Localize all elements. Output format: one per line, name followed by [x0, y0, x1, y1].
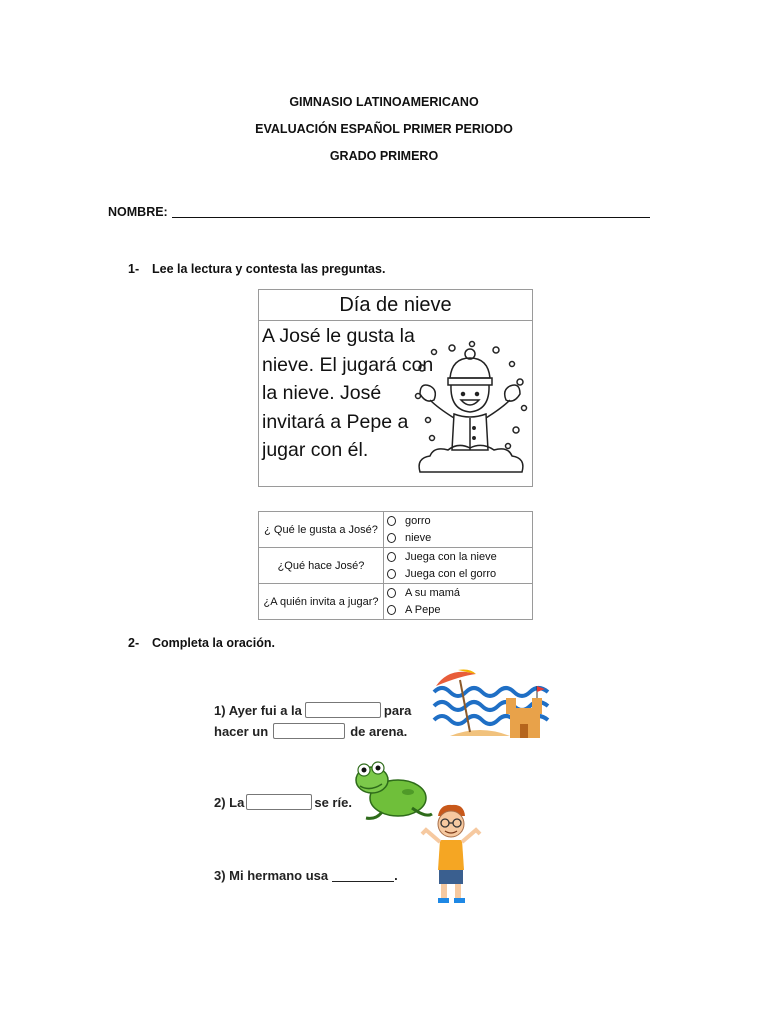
sentence-text: 1) Ayer fui a la — [214, 703, 302, 718]
beach-sandcastle-illustration — [430, 666, 552, 742]
option[interactable] — [387, 602, 532, 619]
reading-line: la nieve. José — [262, 382, 382, 404]
sentence-3 — [214, 868, 398, 883]
grade-title: GRADO PRIMERO — [329, 149, 439, 163]
option-label: A Pepe — [405, 603, 441, 616]
answer-blank[interactable] — [246, 794, 312, 810]
option[interactable] — [387, 566, 532, 583]
sentence-text: 3) Mi hermano usa — [214, 868, 329, 883]
radio-circle-icon[interactable] — [387, 552, 396, 562]
sentence-text: 2) La — [214, 795, 245, 810]
option-label: A su mamá — [405, 586, 461, 599]
reading-line: jugar con él. — [262, 439, 369, 461]
answer-blank[interactable] — [273, 723, 345, 739]
exam-title: EVALUACIÓN ESPAÑOL PRIMER PERIODO — [255, 122, 513, 136]
option-label: nieve — [405, 531, 432, 544]
school-name: GIMNASIO LATINOAMERICANO — [289, 95, 479, 109]
name-line[interactable] — [172, 205, 650, 218]
option[interactable] — [387, 549, 532, 566]
sentence-2 — [214, 794, 352, 810]
sentence-text: de arena. — [350, 724, 408, 739]
sentence-text: . — [394, 868, 398, 883]
answer-blank[interactable] — [305, 702, 381, 718]
question-1-text: Lee la lectura y contesta las preguntas. — [152, 262, 386, 276]
reading-line: nieve. El jugará con — [262, 353, 434, 376]
question-2 — [128, 636, 275, 650]
radio-circle-icon[interactable] — [387, 605, 396, 615]
name-field[interactable] — [108, 205, 650, 219]
table-options — [384, 548, 533, 584]
table-row — [259, 512, 533, 548]
question-1-number: 1- — [128, 262, 140, 276]
table-row — [259, 584, 533, 620]
radio-circle-icon[interactable] — [387, 516, 396, 526]
name-label: NOMBRE: — [108, 205, 168, 219]
option-label: Juega con el gorro — [405, 567, 497, 580]
option[interactable] — [387, 530, 532, 547]
table-question: ¿ Qué le gusta a José? — [259, 512, 384, 548]
table-question: ¿Qué hace José? — [259, 548, 384, 584]
reading-line: A José le gusta la — [262, 325, 415, 347]
option-label: Juega con la nieve — [405, 550, 497, 563]
radio-circle-icon[interactable] — [387, 569, 396, 579]
child-in-snow-illustration — [412, 338, 530, 476]
option[interactable] — [387, 585, 532, 602]
option-label: gorro — [405, 514, 431, 527]
sentence-1-line-2 — [214, 723, 407, 739]
question-2-number: 2- — [128, 636, 140, 650]
option[interactable] — [387, 513, 532, 530]
reading-text — [262, 322, 437, 465]
radio-circle-icon[interactable] — [387, 588, 396, 598]
question-2-text: Completa la oración. — [152, 636, 275, 650]
sentence-text: hacer un — [214, 724, 269, 739]
answer-blank[interactable] — [332, 869, 394, 882]
question-table — [258, 511, 533, 620]
reading-line: invitará a Pepe a — [262, 410, 409, 433]
sentence-1-line-1 — [214, 702, 411, 718]
table-options — [384, 512, 533, 548]
radio-circle-icon[interactable] — [387, 533, 396, 543]
question-1 — [128, 262, 385, 276]
table-row — [259, 548, 533, 584]
table-question: ¿A quién invita a jugar? — [259, 584, 384, 620]
reading-title: Día de nieve — [259, 292, 532, 321]
sentence-text: se ríe. — [314, 795, 352, 810]
sentence-text: para — [383, 703, 412, 718]
boy-illustration — [420, 802, 482, 906]
table-options — [384, 584, 533, 620]
